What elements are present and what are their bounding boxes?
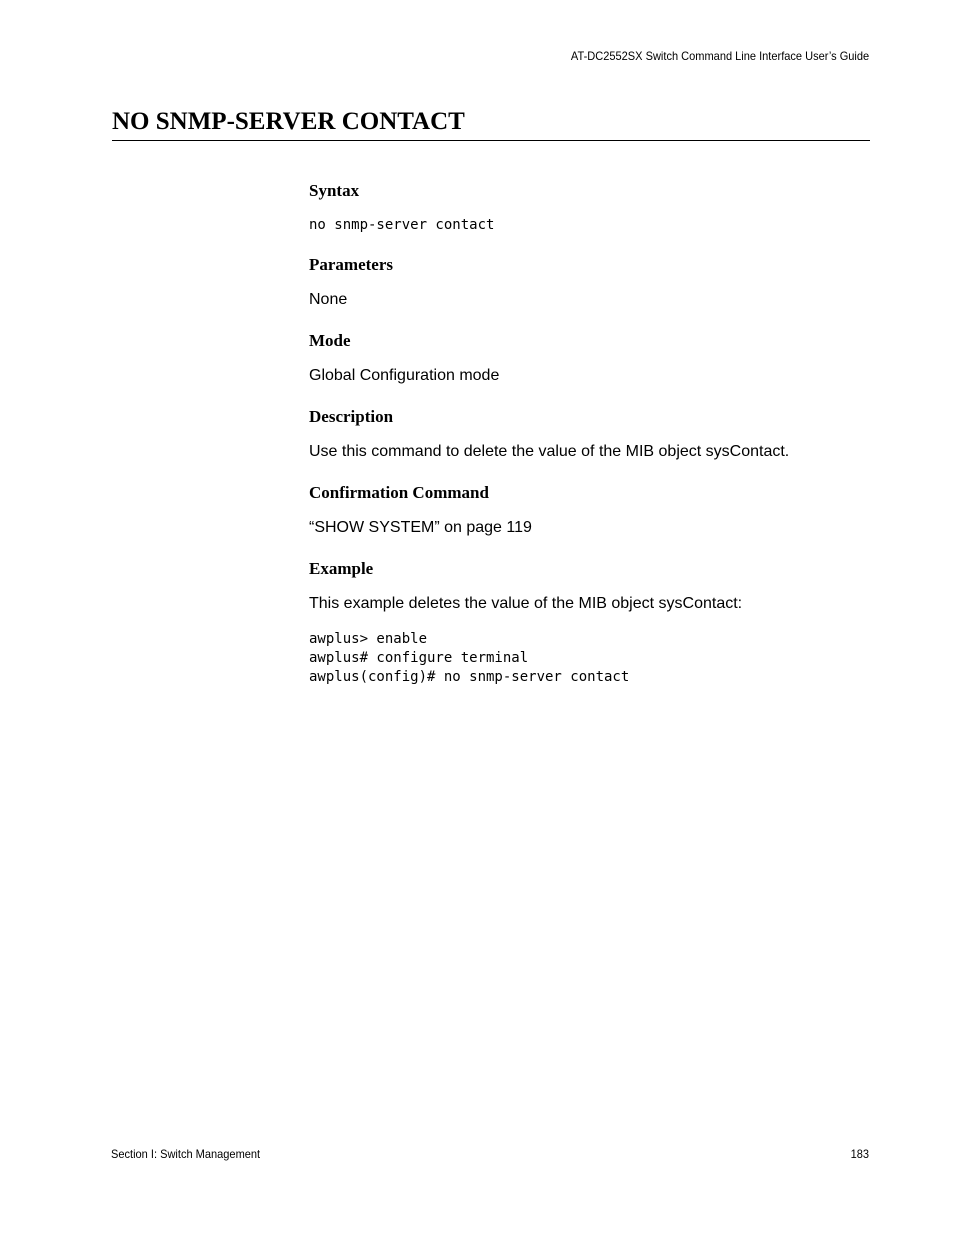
footer-section: Section I: Switch Management <box>111 1147 261 1161</box>
example-code-line: awplus(config)# no snmp-server contact <box>309 669 630 685</box>
mode-text: Global Configuration mode <box>309 367 500 384</box>
page-title: NO SNMP-SERVER CONTACT <box>112 107 870 141</box>
example-code-block <box>309 630 869 687</box>
content-body <box>309 181 869 707</box>
parameters-text: None <box>309 291 348 308</box>
example-code-line: awplus# configure terminal <box>309 650 529 666</box>
example-code-line: awplus> enable <box>309 631 428 647</box>
mode-heading: Mode <box>309 331 351 350</box>
running-header: AT-DC2552SX Switch Command Line Interface User’s Guide <box>570 49 869 63</box>
confirmation-link[interactable]: “SHOW SYSTEM” on page 119 <box>309 519 532 536</box>
footer-page-number: 183 <box>850 1147 869 1161</box>
description-heading: Description <box>309 407 394 426</box>
confirmation-heading: Confirmation Command <box>309 483 489 502</box>
parameters-heading: Parameters <box>309 255 394 274</box>
description-text: Use this command to delete the value of the MIB object sysContact. <box>309 443 790 460</box>
syntax-heading: Syntax <box>309 181 360 200</box>
example-heading: Example <box>309 559 374 578</box>
syntax-code: no snmp-server contact <box>309 217 495 233</box>
example-text: This example deletes the value of the MIB object sysContact: <box>309 595 743 612</box>
